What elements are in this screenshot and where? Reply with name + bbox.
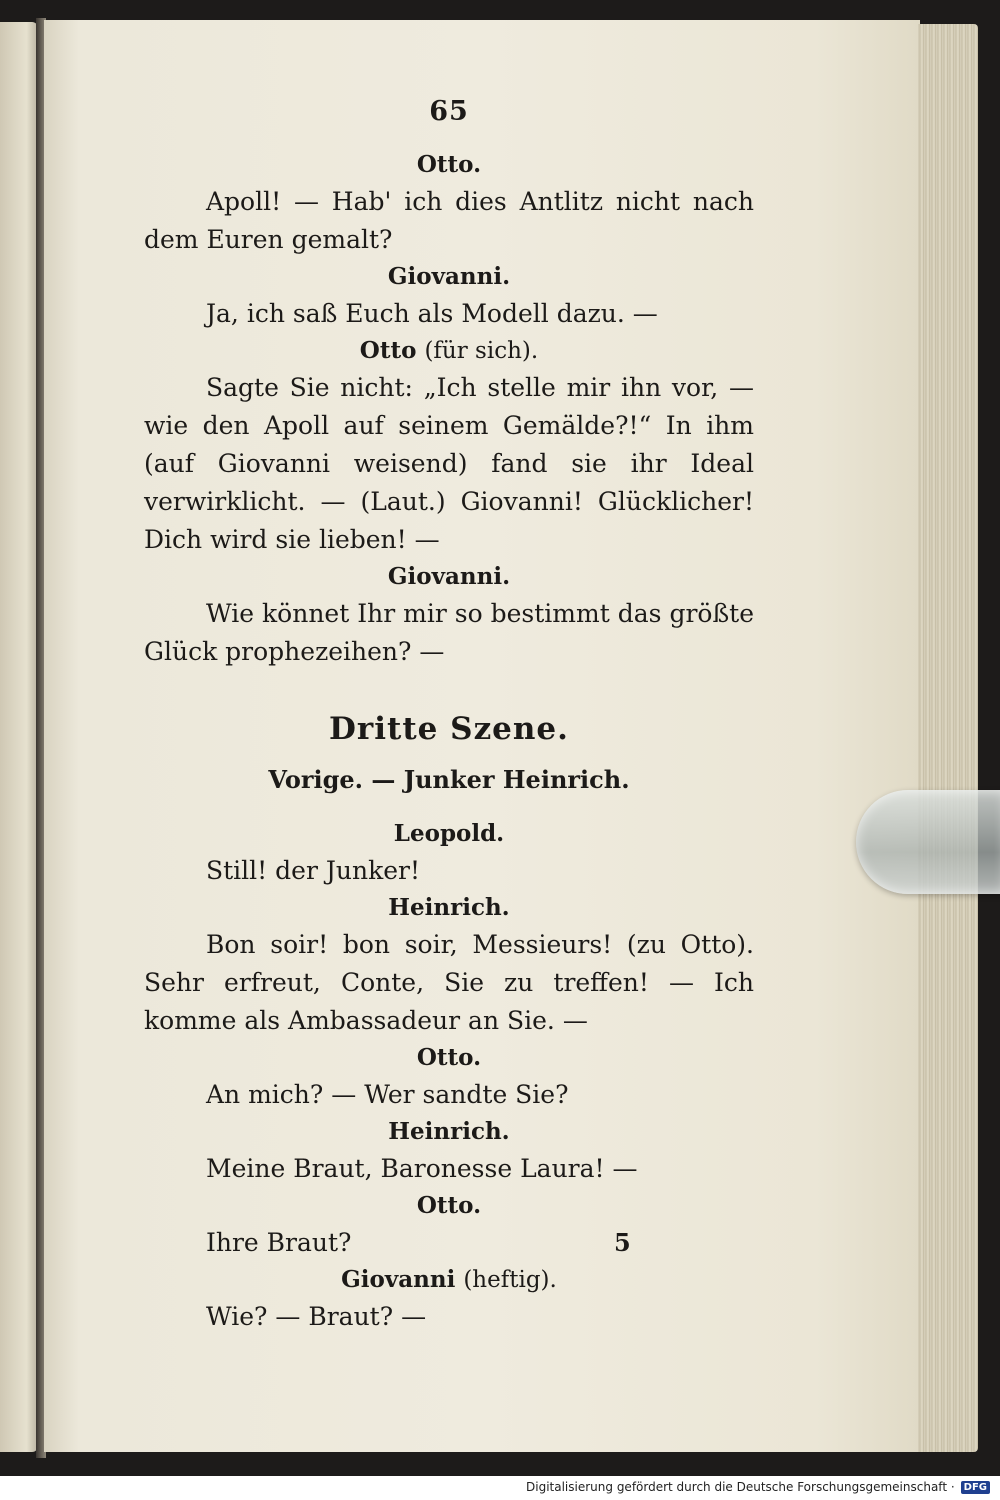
dialogue-text: Wie? — Braut? — — [206, 1302, 427, 1331]
glass-page-clip — [856, 790, 1000, 894]
dialogue-part-1 — [144, 147, 754, 671]
speaker-heading — [144, 333, 754, 369]
stage-direction: (für sich). — [424, 338, 539, 364]
speaker-heading — [144, 259, 754, 295]
speaker-name: Heinrich. — [388, 894, 510, 921]
speaker-name: Otto. — [416, 151, 482, 178]
digitization-footer — [526, 1480, 990, 1494]
speaker-heading — [144, 1262, 754, 1298]
dialogue-text: An mich? — Wer sandte Sie? — [206, 1080, 569, 1109]
speaker-name: Otto — [359, 337, 417, 364]
speaker-name: Giovanni — [341, 1266, 456, 1293]
speaker-heading — [144, 890, 754, 926]
dialogue-text: Apoll! — Hab' ich dies Antlitz nicht nach dem Euren gemalt? — [144, 187, 754, 254]
dialogue-text: Still! der Junker! — [206, 856, 421, 885]
speaker-name: Otto. — [416, 1044, 482, 1071]
left-page-edge — [0, 22, 38, 1452]
dialogue-text: Bon soir! bon soir, Messieurs! (zu Otto). Sehr erfreut, Conte, Sie zu treffen! — Ich komme als Ambassadeur an Sie. — — [144, 930, 754, 1035]
stage-direction: (heftig). — [463, 1267, 557, 1293]
footer-text: Digitalisierung gefördert durch die Deutsche Forschungsgemeinschaft · — [526, 1480, 955, 1494]
speaker-heading — [144, 1040, 754, 1076]
signature-mark: 5 — [614, 1228, 631, 1257]
dialogue-text: Ihre Braut? — [206, 1228, 352, 1257]
speaker-heading — [144, 816, 754, 852]
scene-title: Dritte Szene. — [329, 711, 569, 747]
dfg-logo: DFG — [961, 1481, 990, 1494]
speaker-name: Heinrich. — [388, 1118, 510, 1145]
dialogue-text: Wie könnet Ihr mir so bestimmt das größte Glück prophezeihen? — — [144, 599, 754, 666]
dialogue-text: Sagte Sie nicht: „Ich stelle mir ihn vor, — wie den Apoll auf seinem Gemälde?!“ In ihm (auf Giovanni weisend) fand sie ihr Ideal verwirklicht. — (Laut.) Giovanni! Glücklicher! Dich wird sie lieben! — — [144, 373, 754, 554]
page-content — [144, 96, 754, 1336]
speaker-name: Leopold. — [393, 820, 505, 847]
speaker-heading — [144, 1114, 754, 1150]
speaker-name: Giovanni. — [387, 263, 511, 290]
speaker-heading — [144, 1188, 754, 1224]
speaker-heading — [144, 147, 754, 183]
dialogue-text: Meine Braut, Baronesse Laura! — — [206, 1154, 638, 1183]
speaker-name: Giovanni. — [387, 563, 511, 590]
dialogue-part-2 — [144, 816, 754, 1336]
dialogue-text: Ja, ich saß Euch als Modell dazu. — — [206, 299, 658, 328]
page-number: 65 — [429, 96, 469, 127]
speaker-heading — [144, 559, 754, 595]
speaker-name: Otto. — [416, 1192, 482, 1219]
scene-cast: Vorige. — Junker Heinrich. — [268, 765, 630, 794]
page-edges — [918, 24, 978, 1452]
